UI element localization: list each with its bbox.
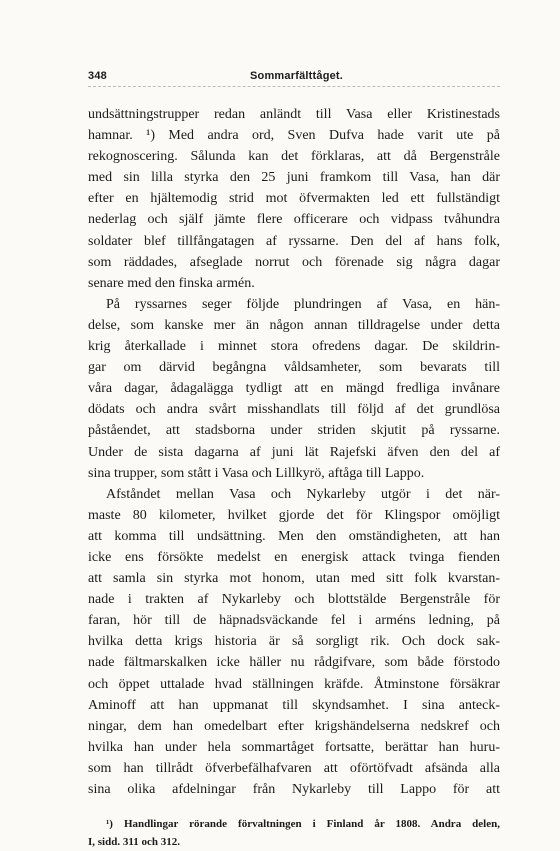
text-line: nade i trakten af Nykarleby och blottstälde Bergenstråle för [88, 592, 500, 608]
text-line: sina trupper, som stått i Vasa och Lillkyrö, aftåga till Lappo. [88, 465, 425, 481]
text-line: Under de sista dagarna af juni lät Rajefski äfven den del af [88, 444, 500, 460]
text-line: senare med den finska armén. [88, 275, 255, 291]
paragraph-1 [88, 104, 500, 294]
text-line: Afståndet mellan Vasa och Nykarleby utgör i det när- [106, 486, 500, 502]
footnote-line: I, sidd. 311 och 312. [88, 836, 180, 849]
text-line: nade fältmarskalken icke häller nu rådgifvare, som både förstodo [88, 655, 500, 671]
text-line: och öppet uttalade hvad ställningen kräfde. Åtminstone försäkrar [88, 676, 500, 692]
text-line: På ryssarnes seger följde plundringen af Vasa, en hän- [106, 296, 500, 312]
page-header [88, 70, 500, 92]
header-rule [88, 86, 500, 87]
text-line: som han tillrådt öfverbefälhafvaren att oförtöfvadt afsända alla [88, 760, 500, 776]
footnote [88, 815, 500, 851]
text-line: påståendet, att stadsborna under striden skjutit på ryssarne. [88, 423, 500, 439]
text-line: soldater blef tillfångatagen af ryssarne. Den del af hans folk, [88, 233, 500, 249]
text-line: krig återkallade i minnet stora ofredens dagar. De skildrin- [88, 339, 500, 355]
page-number: 348 [88, 70, 107, 82]
text-line: ningar, dem han omedelbart efter krigshändelserna nedskref och [88, 718, 500, 734]
text-line: våra dagar, ådagalägga tydligt att en mängd fredliga invånare [88, 381, 500, 397]
text-line: nederlag och själf jämte flere officerare och vidpass tvåhundra [88, 212, 500, 228]
book-page [88, 70, 500, 851]
text-line: maste 80 kilometer, hvilket gjorde det för Klingspor omöjligt [88, 507, 500, 523]
text-line: delse, som kanske mer än någon annan tilldragelse under detta [88, 317, 500, 333]
text-line: faran, hör till de häpnadsväckande fel i arméns ledning, på [88, 613, 500, 629]
text-line: Aminoff att han uppmanat till skyndsamhet. I sina anteck- [88, 697, 500, 713]
body-text [88, 104, 500, 800]
text-line: icke ens försökte medelst en energisk attack tvinga fienden [88, 549, 500, 565]
paragraph-3 [88, 484, 500, 800]
paragraph-2 [88, 294, 500, 484]
text-line: efter en hjältemodig strid mot öfvermakten led ett fullständigt [88, 191, 500, 207]
text-line: hvilka detta krigs historia är så sorgligt rik. Och dock sak- [88, 634, 500, 650]
text-line: rekognoscering. Sålunda kan det förklaras, att då Bergenstråle [88, 149, 500, 165]
running-title: Sommarfälttåget. [250, 70, 344, 82]
text-line: med sin lilla styrka den 25 juni framkom till Vasa, han där [88, 170, 500, 186]
text-line: sina olika afdelningar från Nykarleby till Lappo för att [88, 782, 500, 797]
text-line: som räddades, afseglade norrut och förenade sig några dagar [88, 254, 500, 270]
text-line: hamnar. ¹) Med andra ord, Sven Dufva hade varit ute på [88, 128, 500, 144]
footnote-line: ¹) Handlingar rörande förvaltningen i Finland år 1808. Andra delen, [106, 818, 500, 831]
text-line: gar om därvid begångna våldsamheter, som bevarats till [88, 360, 500, 376]
text-line: undsättningstrupper redan anländt till Vasa eller Kristinestads [88, 107, 500, 122]
text-line: dödats och andra svårt misshandlats till följd af det grundlösa [88, 402, 500, 418]
text-line: hvilka han under hela sommartåget fortsatte, berättar han huru- [88, 739, 500, 755]
text-line: att komma till undsättning. Men den omständigheten, att han [88, 528, 500, 544]
text-line: att samla sin styrka mot honom, utan med sitt folk kvarstan- [88, 571, 500, 587]
